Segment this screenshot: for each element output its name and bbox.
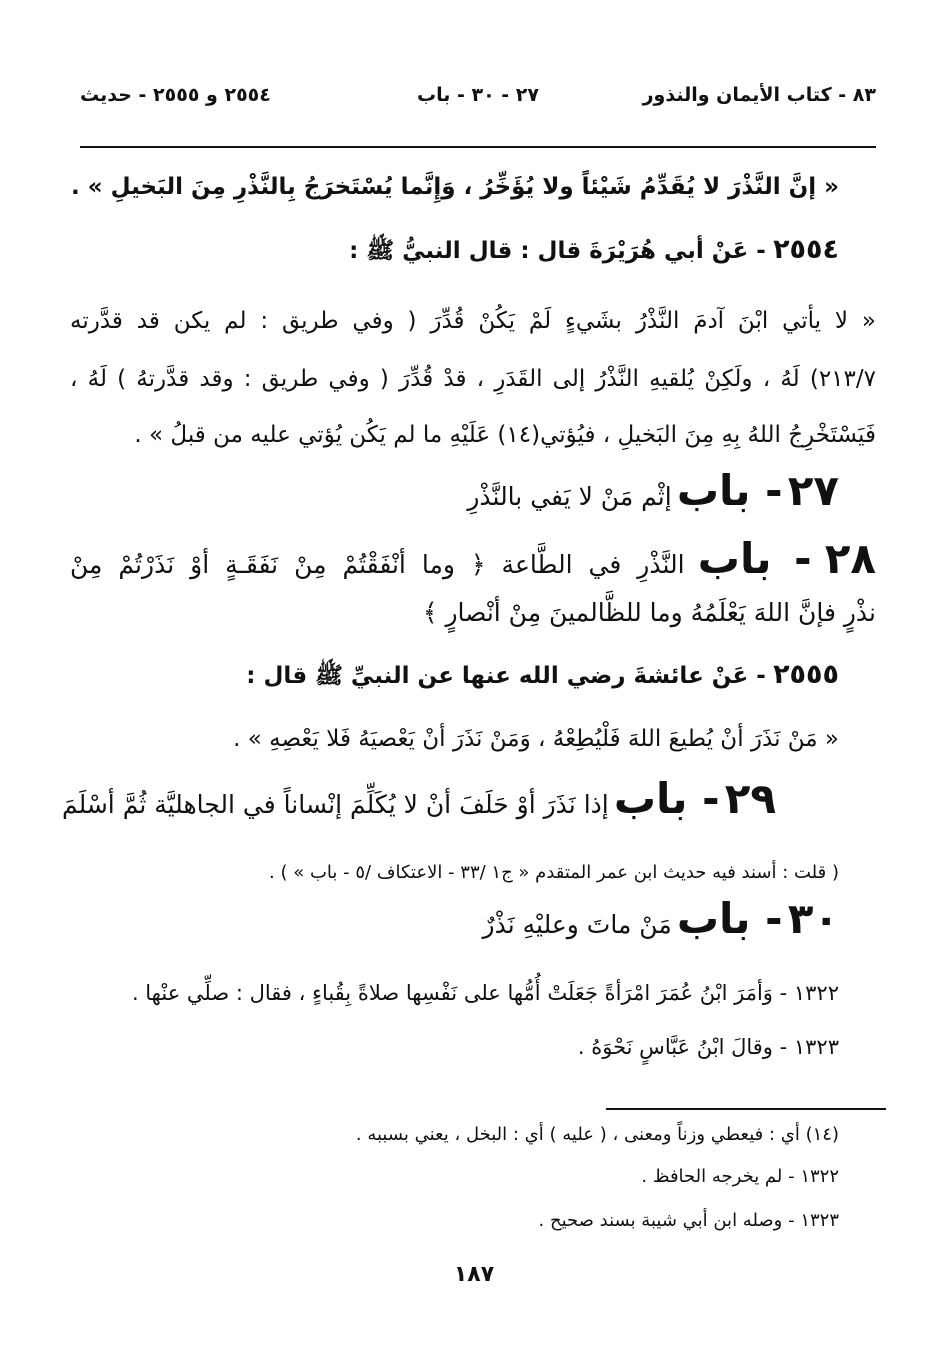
footnote-1322: ١٣٢٢ - لم يخرجه الحافظ . (641, 1166, 839, 1187)
chapter-30-heading (483, 894, 839, 943)
chapter-label: - باب (676, 466, 783, 515)
chapter-title: إثْم مَنْ لا يَفي بالنَّذْرِ (467, 482, 672, 511)
header-book-title: ٨٣ - كتاب الأيمان والنذور (642, 84, 876, 106)
footnote-1323: ١٣٢٣ - وصله ابن أبي شيبة بسند صحيح . (538, 1210, 839, 1231)
chapter-title: النَّذْرِ في الطَّاعة ﴿ وما أنْفَقْتُمْ مِنْ نَفَقَـةٍ أوْ نَذَرْتُمْ مِنْ (70, 550, 685, 579)
chapter-number: ٢٨ (824, 534, 876, 583)
header-divider (80, 146, 876, 148)
hadith-2554-heading (349, 235, 839, 266)
page-number: ١٨٧ (453, 1262, 495, 1287)
chapter-number: ٢٧ (787, 466, 839, 515)
hadith-text-line: فَيَسْتَخْرِجُ اللهُ بِهِ مِنَ البَخيلِ ، فيُؤتي(١٤) عَلَيْهِ ما لم يَكُن يُؤتي عليه من قبلُ » . (134, 422, 876, 448)
chapter-label: - باب (676, 894, 783, 943)
chapter-27-heading (467, 466, 839, 515)
athar-1323: ١٣٢٣ - وقالَ ابْنُ عَبَّاسٍ نَحْوَهُ . (577, 1035, 839, 1059)
chapter-number: ٣٠ (787, 894, 839, 943)
chapter-label: - باب (697, 534, 812, 583)
chapter-title: مَنْ ماتَ وعليْهِ نَذْرٌ (482, 910, 672, 939)
hadith-text-line: ٢١٣/٧) لَهُ ، ولَكِنْ يُلقيهِ النَّذْرُ إلى القَدَرِ ، قدْ قُدِّرَ ( وفي طريق : وقد قدَّرتهُ ) لَهُ ، (70, 366, 876, 392)
hadith-text-line: « إنَّ النَّذْرَ لا يُقَدِّمُ شَيْئاً ولا يُؤَخِّرُ ، وَإِنَّما يُسْتَخرَجُ بِالنَّذْرِ مِنَ البَخيلِ » . (70, 174, 839, 200)
footnote-14: (١٤) أي : فيعطي وزناً ومعنى ، ( عليه ) أي : البخل ، يعني بسببه . (355, 1124, 839, 1145)
chapter-label: - باب (613, 774, 720, 823)
header-hadith-range: ٢٥٥٤ و ٢٥٥٥ - حديث (80, 84, 271, 106)
hadith-text-line: « مَنْ نَذَرَ أنْ يُطيعَ اللهَ فَلْيُطِعْهُ ، وَمَنْ نَذَرَ أنْ يَعْصيَهُ فَلا يَعْصِهِ » . (233, 726, 839, 752)
header-chapter-range: ٢٧ - ٣٠ - باب (416, 84, 540, 106)
hadith-number: ٢٥٥٤ (773, 234, 839, 265)
chapter-28-heading (70, 534, 876, 583)
hadith-narrator: - عَنْ أبي هُرَيْرَةَ قال : قال النبيُّ ﷺ : (349, 238, 766, 264)
chapter-29-heading (62, 774, 776, 823)
hadith-number: ٢٥٥٥ (773, 659, 839, 690)
chapter-title: إذا نَذَرَ أوْ حَلَفَ أنْ لا يُكَلِّمَ إنْساناً في الجاهليَّة ثُمَّ أسْلَمَ (61, 790, 609, 819)
editor-note: ( قلت : أسند فيه حديث ابن عمر المتقدم « ج١ /٣٣ - الاعتكاف /٥ - باب » ) . (269, 862, 839, 883)
chapter-title-continuation: نذْرٍ فإنَّ اللهَ يَعْلَمُهُ وما للظَّالمينَ مِنْ أنْصارٍ ﴾ (422, 598, 876, 627)
hadith-text-line: « لا يأتي ابْنَ آدمَ النَّذْرُ بشَيءٍ لَمْ يَكُنْ قُدِّرَ ( وفي طريق : لم يكن قد قدَّرته (70, 308, 876, 334)
hadith-2555-heading (246, 660, 839, 691)
footnote-divider (606, 1108, 886, 1110)
chapter-number: ٢٩ (724, 774, 776, 823)
running-header (80, 78, 876, 112)
athar-1322: ١٣٢٢ - وَأمَرَ ابْنُ عُمَرَ امْرَأةً جَعَلَتْ أُمُّها على نَفْسِها صلاةً بِقُباءٍ ، فقال : صلِّي عنْها . (131, 981, 839, 1005)
hadith-narrator: - عَنْ عائشةَ رضي الله عنها عن النبيِّ ﷺ قال : (246, 663, 766, 689)
